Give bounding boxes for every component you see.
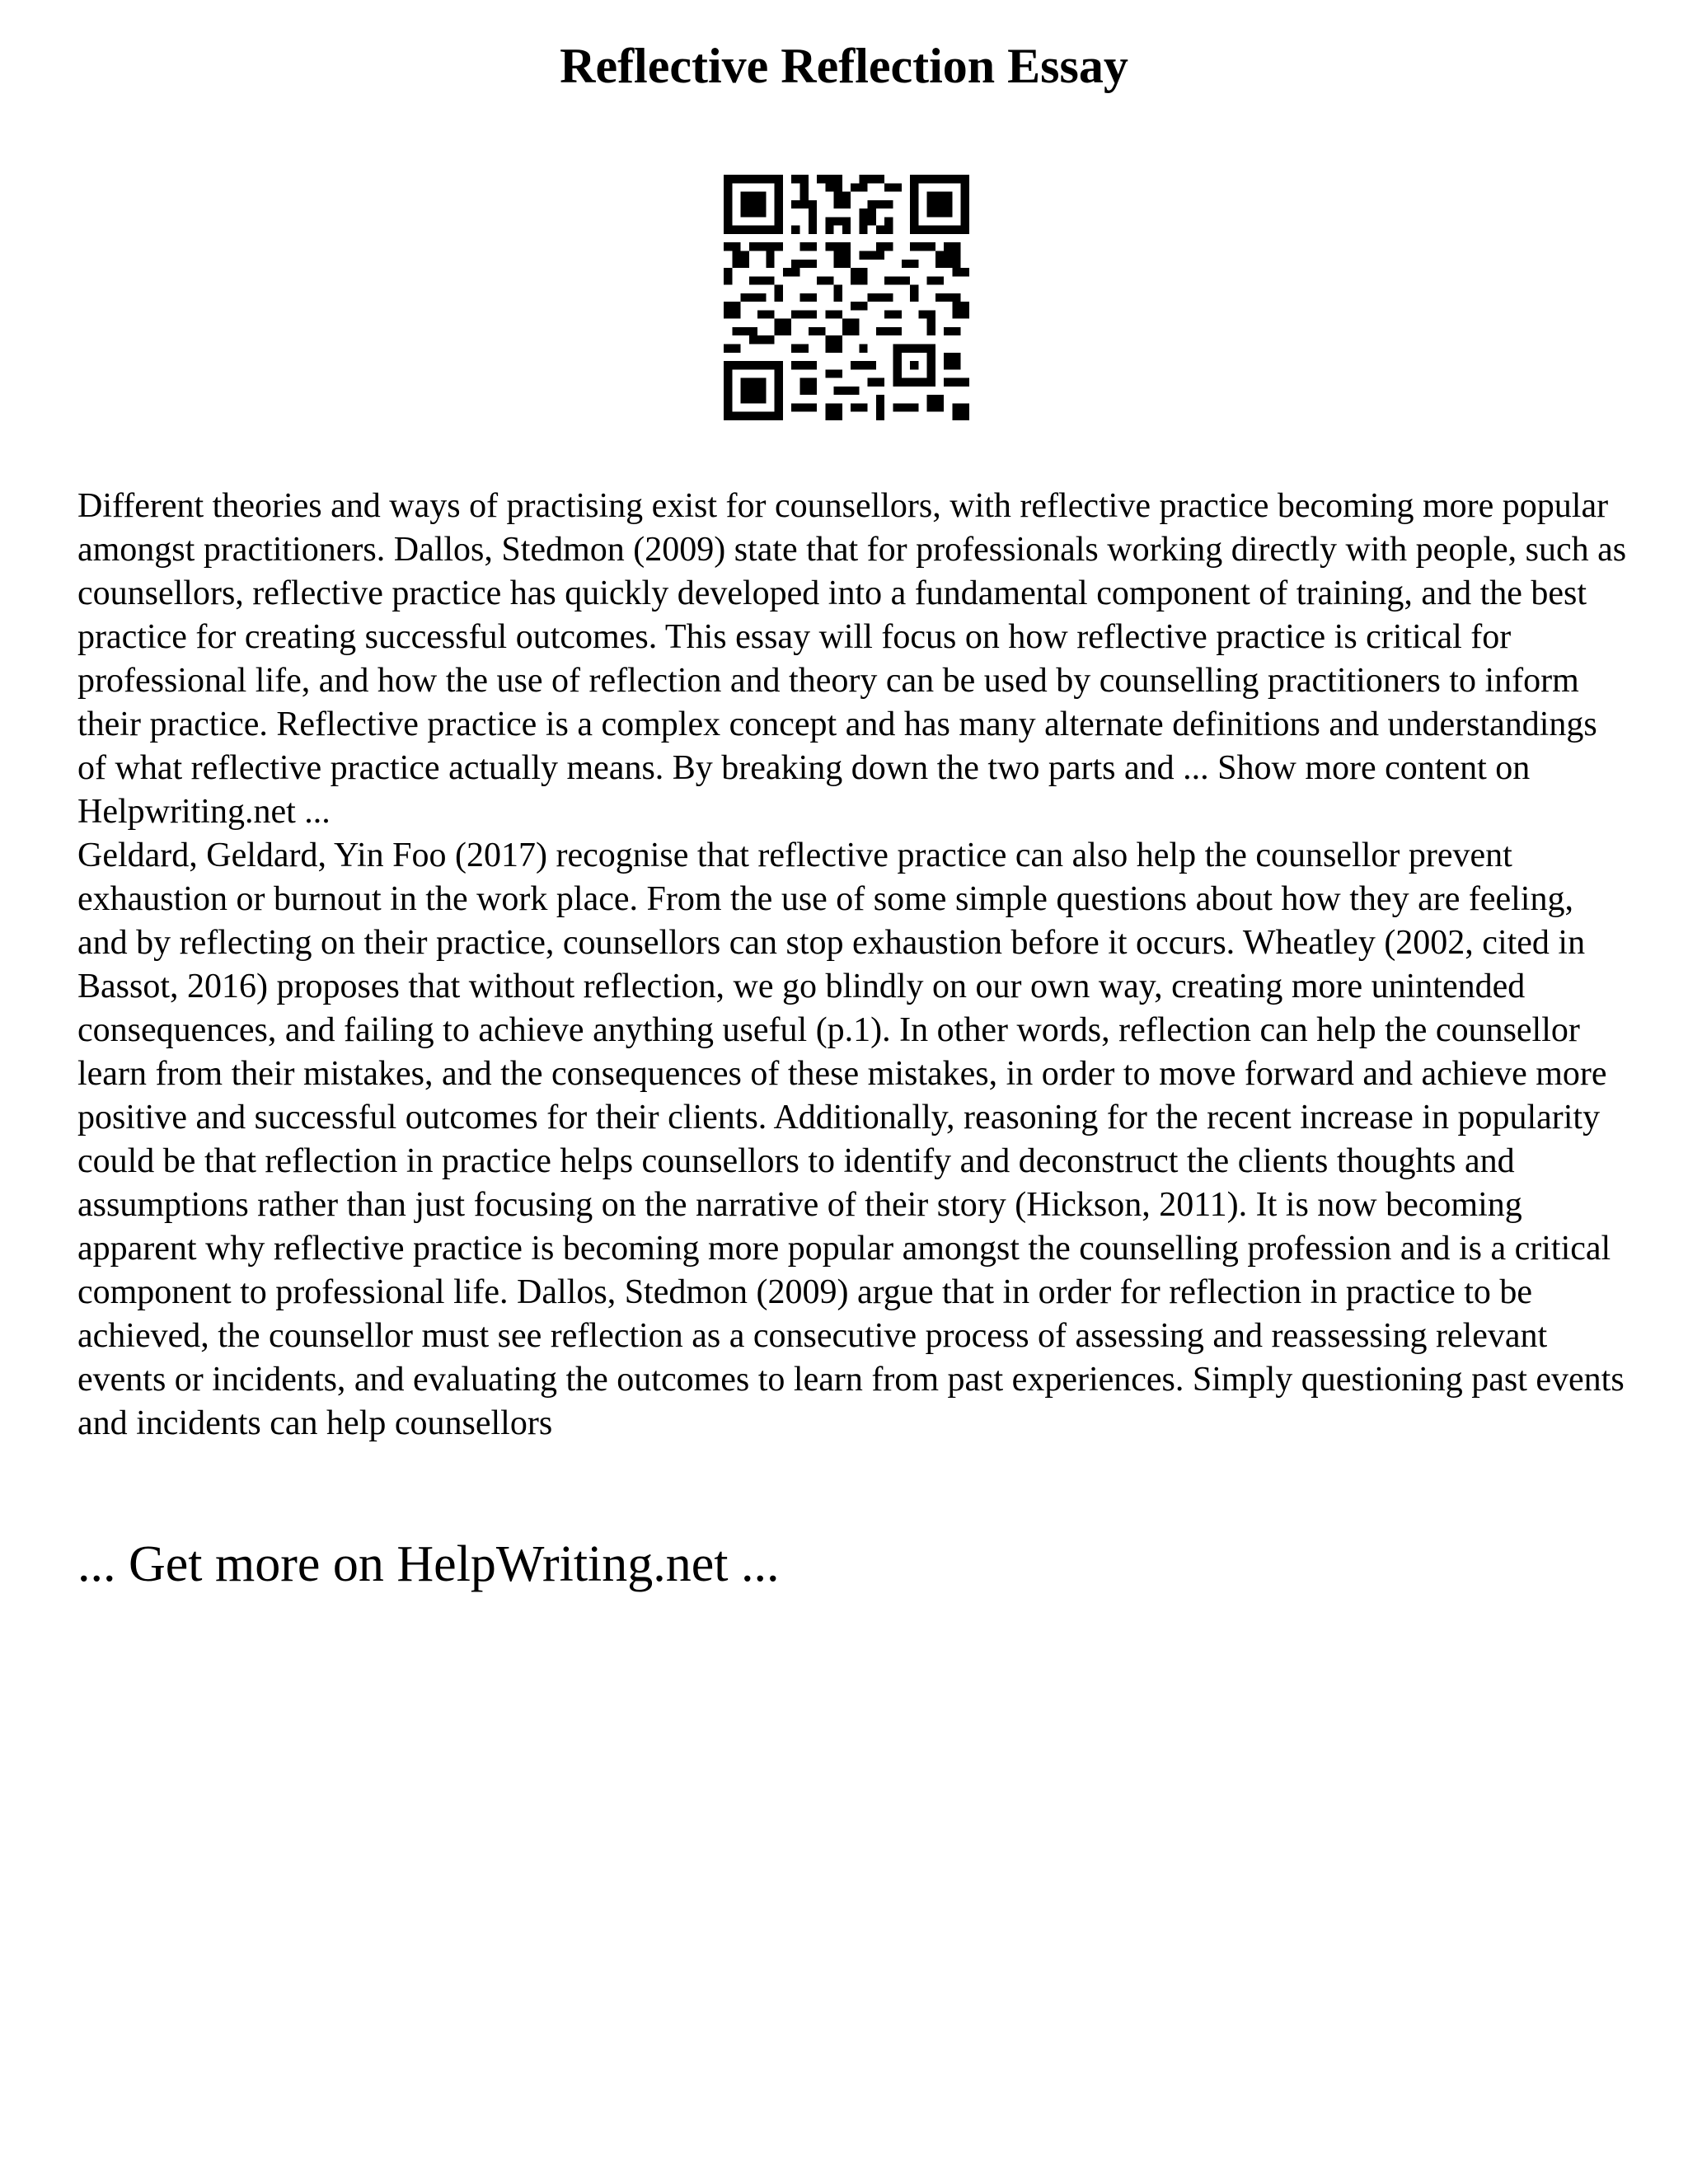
essay-paragraph: Different theories and ways of practising exist for counsellors, with reflective practice becoming more popular amongst practitioners. Dallos, Stedmon (2009) state that for professionals working directly with people, such as counsellors, reflective practice has quickly developed into a fundamental component of training, and the best practice for creating successful outcomes. This essay will focus on how reflective practice is critical for professional life, and how the use of reflection and theory can be used by counselling practitioners to inform their practice. Reflective practice is a complex concept and has many alternate definitions and understandings of what reflective practice actually means. By breaking down the two parts and ... Show more content on Helpwriting.net ...	[77, 487, 1627, 831]
essay-paragraph: Geldard, Geldard, Yin Foo (2017) recognise that reflective practice can also help the counsellor prevent exhaustion or burnout in the work place. From the use of some simple questions about how they are feeling, and by reflecting on their practice, counsellors can stop exhaustion before it occurs. Wheatley (2002, cited in Bassot, 2016) proposes that without reflection, we go blindly on our own way, creating more unintended consequences, and failing to achieve anything useful (p.1). In other words, reflection can help the counsellor learn from their mistakes, and the consequences of these mistakes, in order to move forward and achieve more positive and successful outcomes for their clients. Additionally, reasoning for the recent increase in popularity could be that reflection in practice helps counsellors to identify and deconstruct the clients thoughts and assumptions rather than just focusing on the narrative of their story (Hickson, 2011). It is now becoming apparent why reflective practice is becoming more popular amongst the counselling profession and is a critical component to professional life. Dallos, Stedmon (2009) argue that in order for reflection in practice to be achieved, the counsellor must see reflection as a consecutive process of assessing and reassessing relevant events or incidents, and evaluating the outcomes to learn from past experiences. Simply questioning past events and incidents can help counsellors	[77, 837, 1625, 1442]
qr-code-icon	[724, 175, 969, 420]
get-more-link[interactable]: ... Get more on HelpWriting.net ...	[77, 1536, 780, 1592]
essay-body	[77, 485, 1627, 1446]
page-title: Reflective Reflection Essay	[560, 39, 1128, 93]
